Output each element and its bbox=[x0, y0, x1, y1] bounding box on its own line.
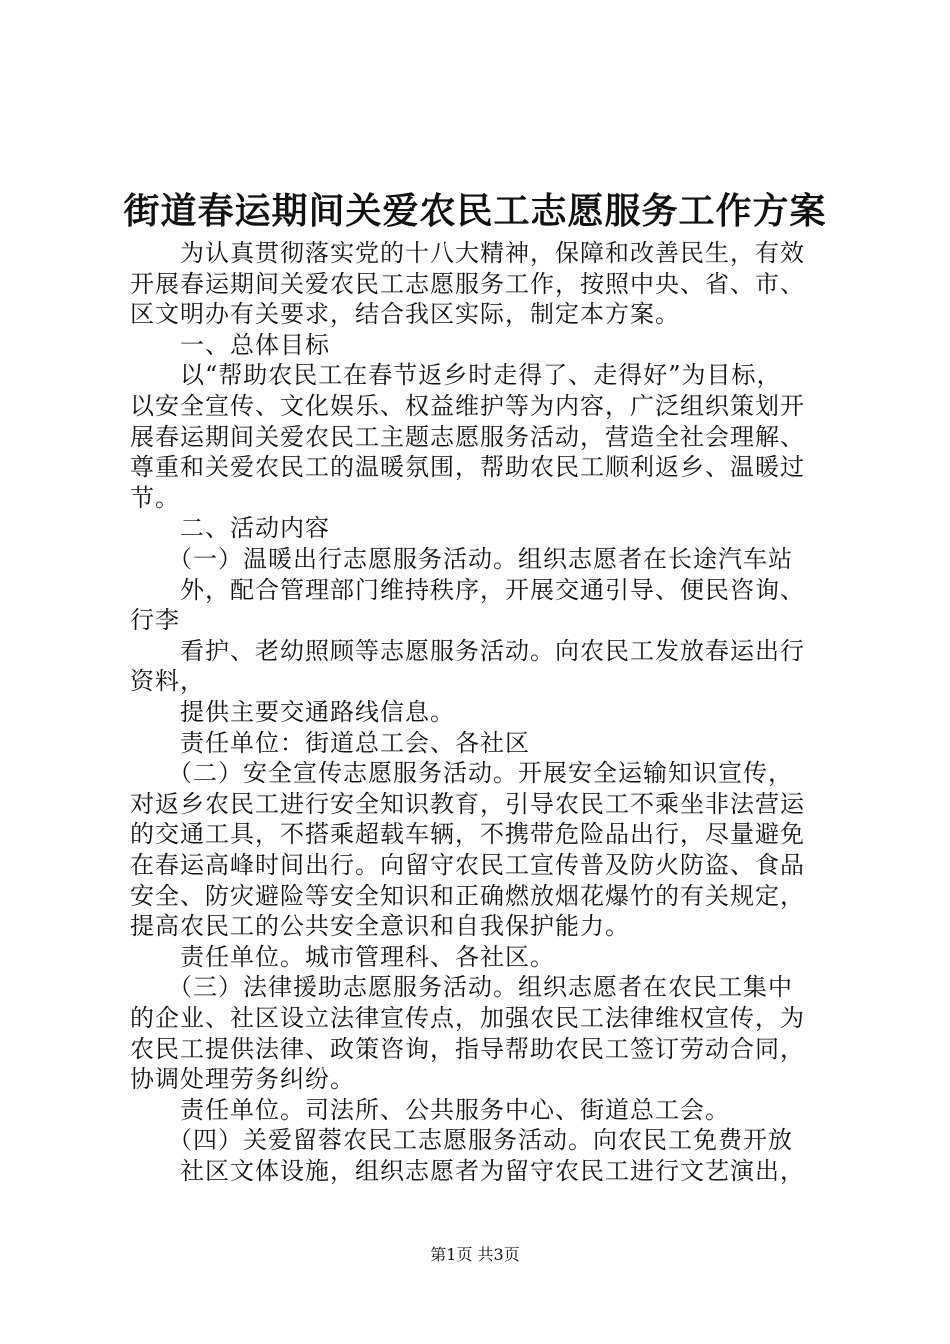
body-line: 农民工提供法律、政策咨询，指导帮助农民工签订劳动合同， bbox=[130, 1035, 805, 1063]
page-footer: 第1页 共3页 bbox=[430, 1245, 520, 1264]
body-line: 行李 bbox=[130, 606, 180, 634]
body-line: 二、活动内容 bbox=[130, 514, 330, 542]
body-line: 以“帮助农民工在春节返乡时走得了、走得好”为目标， bbox=[130, 361, 782, 389]
body-line: 的企业、社区设立法律宣传点，加强农民工法律维权宣传，为 bbox=[130, 1004, 805, 1032]
document-title: 街道春运期间关爱农民工志愿服务工作方案 bbox=[123, 190, 827, 232]
body-line: 区文明办有关要求，结合我区实际，制定本方案。 bbox=[130, 300, 680, 328]
body-line: 节。 bbox=[130, 484, 180, 512]
body-line: 对返乡农民工进行安全知识教育，引导农民工不乘坐非法营运 bbox=[130, 790, 805, 818]
body-line: 资料， bbox=[130, 667, 205, 695]
body-line: 开展春运期间关爱农民工志愿服务工作，按照中央、省、市、 bbox=[130, 270, 805, 298]
body-line: 责任单位：街道总工会、各社区 bbox=[130, 729, 530, 757]
body-line: 以安全宣传、文化娱乐、权益维护等为内容，广泛组织策划开 bbox=[130, 392, 805, 420]
body-line: 提供主要交通路线信息。 bbox=[130, 698, 455, 726]
body-line: 看护、老幼照顾等志愿服务活动。向农民工发放春运出行 bbox=[130, 637, 805, 665]
body-line: 责任单位。城市管理科、各社区。 bbox=[130, 943, 555, 971]
body-line: 安全、防灾避险等安全知识和正确燃放烟花爆竹的有关规定， bbox=[130, 882, 805, 910]
body-line: 责任单位。司法所、公共服务中心、街道总工会。 bbox=[130, 1096, 730, 1124]
body-line: 一、总体目标 bbox=[130, 331, 330, 359]
body-line: （二）安全宣传志愿服务活动。开展安全运输知识宣传， bbox=[130, 759, 793, 787]
body-line: （三）法律援助志愿服务活动。组织志愿者在农民工集中 bbox=[130, 973, 793, 1001]
body-line: 外，配合管理部门维持秩序，开展交通引导、便民咨询、 bbox=[130, 576, 805, 604]
body-line: 在春运高峰时间出行。向留守农民工宣传普及防火防盗、食品 bbox=[130, 851, 805, 879]
body-line: （一）温暖出行志愿服务活动。组织志愿者在长途汽车站 bbox=[130, 545, 793, 573]
body-line: （四）关爱留蓉农民工志愿服务活动。向农民工免费开放 bbox=[130, 1126, 793, 1154]
body-line: 的交通工具，不搭乘超载车辆，不携带危险品出行，尽量避免 bbox=[130, 820, 805, 848]
body-line: 尊重和关爱农民工的温暖氛围，帮助农民工顺利返乡、温暖过 bbox=[130, 453, 805, 481]
body-line: 提高农民工的公共安全意识和自我保护能力。 bbox=[130, 912, 630, 940]
body-line: 为认真贯彻落实党的十八大精神，保障和改善民生，有效 bbox=[130, 239, 805, 267]
body-line: 展春运期间关爱农民工主题志愿服务活动，营造全社会理解、 bbox=[130, 423, 805, 451]
body-line: 社区文体设施，组织志愿者为留守农民工进行文艺演出， bbox=[130, 1157, 805, 1185]
body-line: 协调处理劳务纠纷。 bbox=[130, 1065, 355, 1093]
